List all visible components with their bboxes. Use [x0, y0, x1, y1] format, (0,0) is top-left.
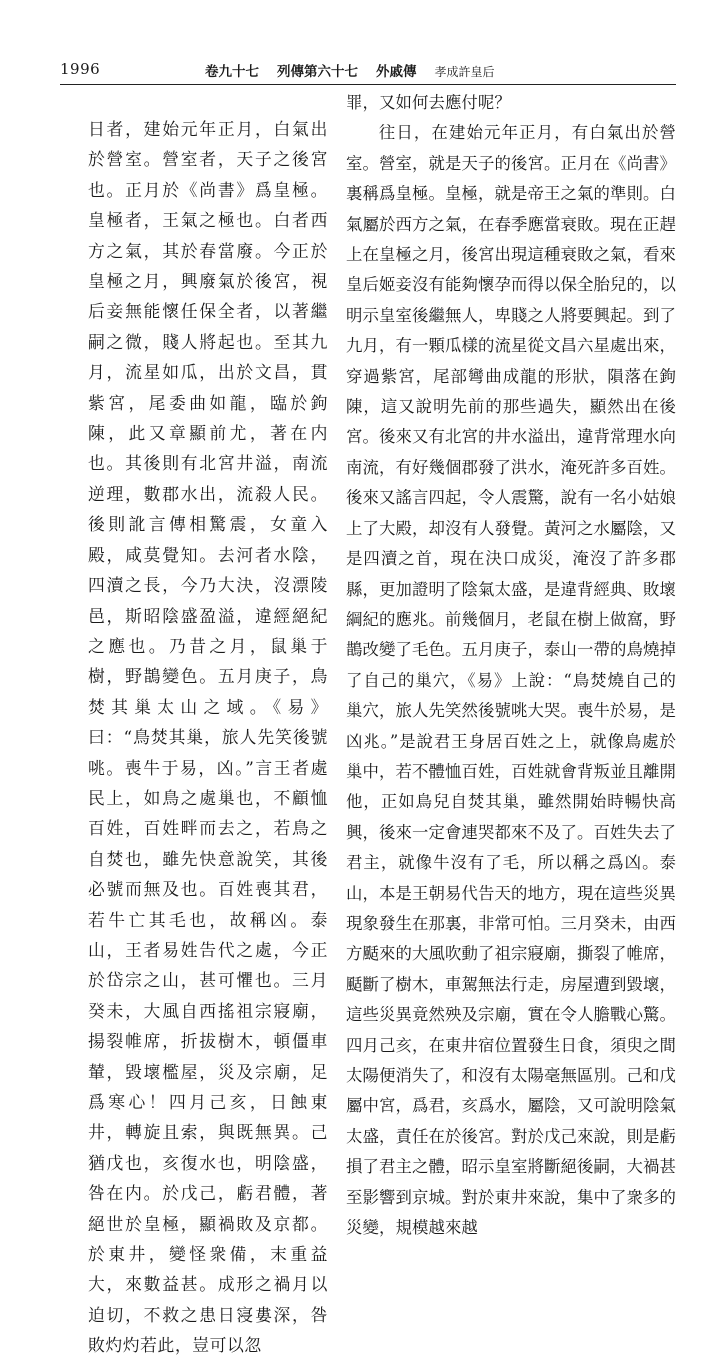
running-head-section: 列傳第六十七 [277, 64, 358, 80]
original-text-paragraph: 日者，建始元年正月，白氣出於營室。營室者，天子之後宮也。正月於《尚書》爲皇極。皇極者，王氣之極也。白者西方之氣，其於春當廢。今正於皇極之月，興廢氣於後宮，視后妾無能懷任保全者，以著繼嗣之微，賤人將起也。至其九月，流星如瓜，出於文昌，貫紫宮，尾委曲如龍，臨於鉤陳，此又章顯前尤，著在内也。其後則有北宮井溢，南流逆理，數郡水出，流殺人民。後則訛言傳相驚震，女童入殿，咸莫覺知。去河者水陰，四瀆之長，今乃大決，沒漂陵邑，斯昭陰盛盈溢，違經絕紀之應也。乃昔之月，鼠巢于樹，野鵲變色。五月庚子，鳥焚其巢太山之域。《易》曰：“鳥焚其巢，旅人先笑後號咷。喪牛于易，凶。”言王者處民上，如鳥之處巢也，不顧恤百姓，百姓畔而去之，若鳥之自焚也，雖先快意說笑，其後必號而無及也。百姓喪其君，若牛亡其毛也，故稱凶。泰山，王者易姓告代之處，今正於岱宗之山，甚可懼也。三月癸未，大風自西搖祖宗寢廟，揚裂帷席，折拔樹木，頓僵車輦，毀壞檻屋，災及宗廟，足爲寒心！四月己亥，日蝕東井，轉旋且索，與既無異。己猶戊也，亥復水也，明陰盛，咎在内。於戊己，虧君體，著絕世於皇極，顯禍敗及京都。於東井，變怪衆備，末重益大，來數益甚。成形之禍月以迫切，不救之患日寖婁深，咎敗灼灼若此，豈可以忽 [88, 119, 328, 1356]
translation-column [346, 88, 676, 1243]
running-head-subtitle: 孝成許皇后 [434, 65, 495, 79]
translation-carryover: 罪，又如何去應付呢？ [346, 93, 511, 112]
page-number: 1996 [60, 60, 101, 78]
running-head-volume: 卷九十七 [205, 64, 259, 80]
running-head [205, 60, 495, 80]
header-rule [60, 84, 676, 85]
translation-paragraph: 往日，在建始元年正月，有白氣出於營室。營室，就是天子的後宮。正月在《尚書》裏稱爲皇極。皇極，就是帝王之氣的準則。白氣屬於西方之氣，在春季應當衰敗。現在正趕上在皇極之月，後宮出現這種衰敗之氣，看來皇后姬妾沒有能夠懷孕而得以保全胎兒的，以明示皇室後繼無人，卑賤之人將要興起。到了九月，有一顆瓜樣的流星從文昌六星處出來，穿過紫宮，尾部彎曲成龍的形狀，隕落在鉤陳，這又說明先前的那些過失，顯然出在後宮。後來又有北宮的井水溢出，違背常理水向南流，有好幾個郡發了洪水，淹死許多百姓。後來又謠言四起，令人震驚，說有一名小姑娘上了大殿，却沒有人發覺。黃河之水屬陰，又是四瀆之首，現在決口成災，淹沒了許多郡縣，更加證明了陰氣太盛，是違背經典、敗壞綱紀的應兆。前幾個月，老鼠在樹上做窩，野鵲改變了毛色。五月庚子，泰山一帶的鳥燒掉了自己的巢穴，《易》上說：“鳥焚燒自己的巢穴，旅人先笑然後號咷大哭。喪牛於易，是凶兆。”是說君王身居百姓之上，就像鳥處於巢中，若不體恤百姓，百姓就會背叛並且離開他，正如鳥兒自焚其巢，雖然開始時暢快高興，後來一定會連哭都來不及了。百姓失去了君主，就像牛沒有了毛，所以稱之爲凶。泰山，本是王朝易代告天的地方，現在這些災異現象發生在那裏，非常可怕。三月癸未，由西方颳來的大風吹動了祖宗寢廟，撕裂了帷席，颳斷了樹木，車駕無法行走，房屋遭到毀壞，這些災異竟然殃及宗廟，實在令人膽戰心驚。四月己亥，在東井宿位置發生日食，須臾之間太陽便消失了，和沒有太陽毫無區別。己和戊屬中宮，爲君，亥爲水，屬陰，又可說明陰氣太盛，責任在於後宮。對於戊己來說，則是虧損了君主之體，昭示皇室將斷絕後嗣，大禍甚至影響到京城。對於東井來說，集中了衆多的災變，規模越來越 [346, 123, 676, 1238]
original-text-column [88, 114, 328, 1361]
running-head-chapter: 外戚傳 [376, 64, 417, 80]
